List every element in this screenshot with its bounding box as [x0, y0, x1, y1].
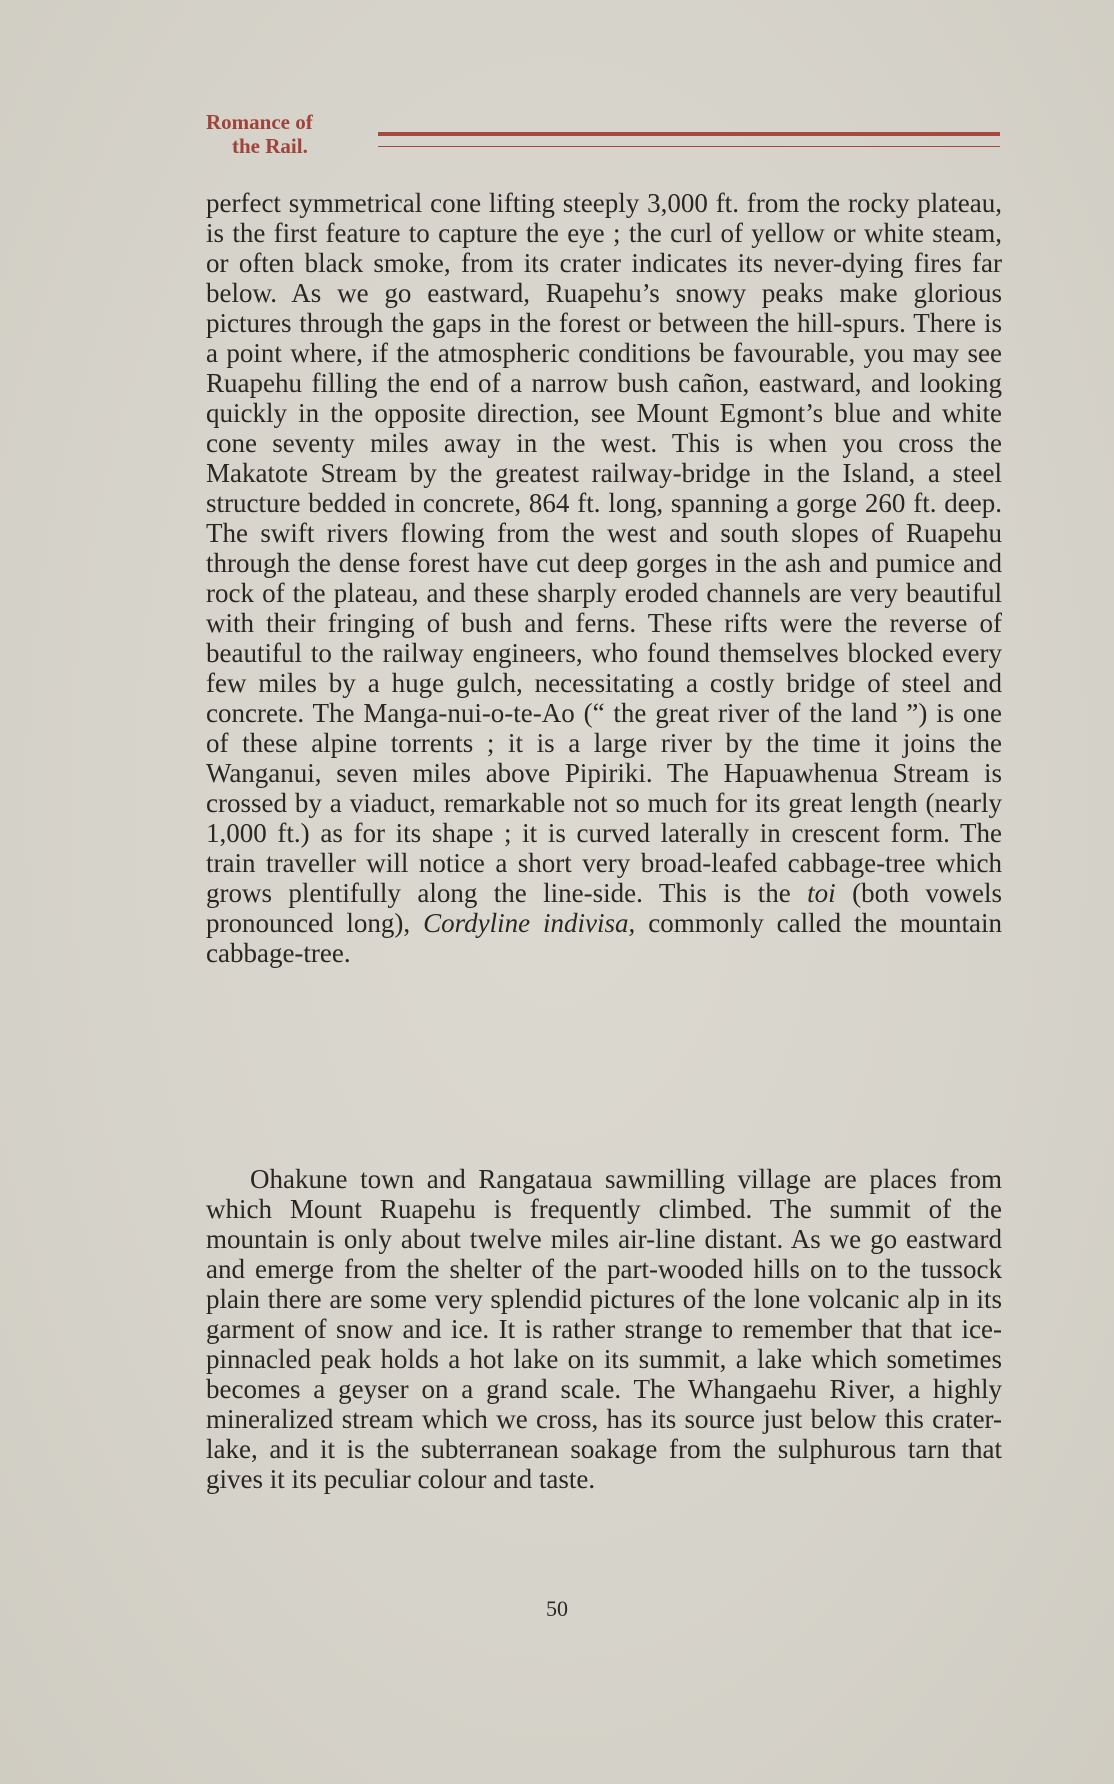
paragraph-1-italic-toi: toi: [807, 878, 836, 908]
paragraph-1-italic-species: Cordyline indivisa,: [423, 908, 636, 938]
running-title-line1: Romance of: [206, 110, 313, 134]
running-title-line2: the Rail.: [232, 134, 308, 158]
page-number: 50: [546, 1596, 568, 1621]
paragraph-2: Ohakune town and Rangataua sawmilling village are places from which Mount Ruapehu is frequently climbed. The summit of the mountain is only about twelve miles air-line distant. As we go eastward and emerge from the shelter of the part-wooded hills on to the tussock plain there are some very splendid pictures of the lone volcanic alp in its garment of snow and ice. It is rather strange to remember that that ice-pinnacled peak holds a hot lake on its summit, a lake which sometimes becomes a geyser on a grand scale. The Whangaehu River, a highly mineralized stream which we cross, has its source just below this crater-lake, and it is the subterranean soakage from the sulphurous tarn that gives it its peculiar colour and taste.: [206, 1164, 1002, 1494]
paragraph-1: [206, 188, 1002, 968]
paragraph-1-text-end: commonly called the mountain cabbage-tree.: [206, 908, 1003, 968]
running-title: [206, 110, 356, 158]
header-rule-thin: [378, 146, 1000, 147]
paragraph-1-text: perfect symmetrical cone lifting steeply 3,000 ft. from the rocky plateau, is the first feature to capture the eye ; the curl of yellow or white steam, or often black smoke, from its crater indicates its never-dying fires far below. As we go eastward, Ruapehu’s snowy peaks make glorious pictures through the gaps in the forest or between the hill-spurs. There is a point where, if the atmospheric conditions be favourable, you may see Ruapehu filling the end of a narrow bush cañon, eastward, and looking quickly in the opposite direction, see Mount Egmont’s blue and white cone seventy miles away in the west. This is when you cross the Makatote Stream by the greatest railway-bridge in the Island, a steel structure bedded in concrete, 864 ft. long, spanning a gorge 260 ft. deep. The swift rivers flowing from the west and south slopes of Ruapehu through the dense forest have cut deep gorges in the ash and pumice and rock of the plateau, and these sharply eroded channels are very beautiful with their fringing of bush and ferns. These rifts were the reverse of beautiful to the railway engineers, who found themselves blocked every few miles by a huge gulch, necessitating a costly bridge of steel and concrete. The Manga-nui-o-te-Ao (“ the great river of the land ”) is one of these alpine torrents ; it is a large river by the time it joins the Wanganui, seven miles above Pipiriki. The Hapuawhenua Stream is crossed by a viaduct, remarkable not so much for its great length (nearly 1,000 ft.) as for its shape ; it is curved laterally in crescent form. The train traveller will notice a short very broad-leafed cabbage-tree which grows plentifully along the line-side. This is the: [206, 188, 1002, 908]
running-head: [206, 110, 1000, 160]
paragraph-1-text-cont: (both vowels pronounced long),: [206, 878, 1003, 938]
header-rule-thick: [378, 132, 1000, 136]
